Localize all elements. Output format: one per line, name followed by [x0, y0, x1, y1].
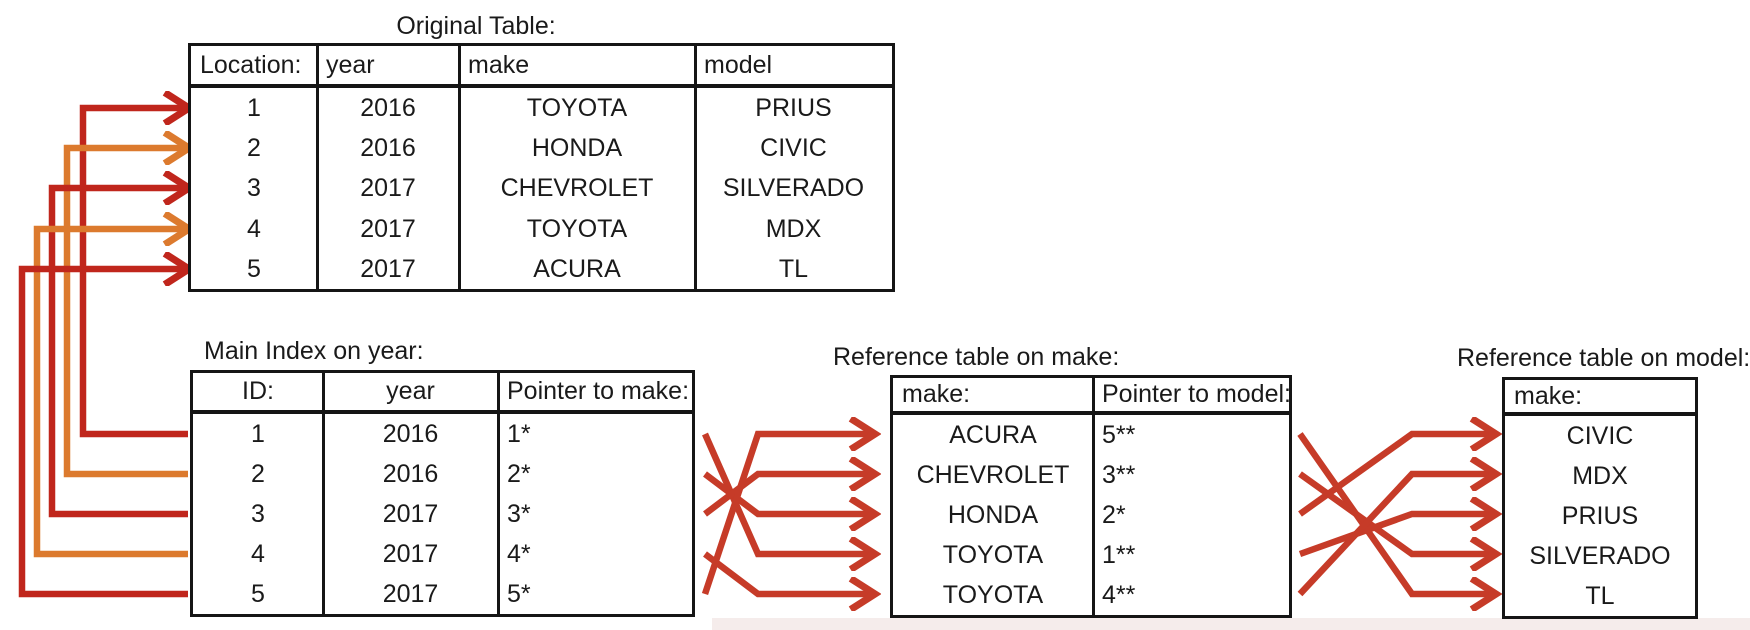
- original-table-cell: 2017: [360, 214, 416, 243]
- reference-make-table-cell: TOYOTA: [942, 581, 1044, 609]
- arrow-make-row5-to-model-row2: [1300, 474, 1496, 594]
- arrow-index-row2-to-original-row2: [67, 148, 189, 474]
- original-table-cell: 2016: [360, 94, 416, 122]
- original-table: [188, 43, 895, 292]
- main-index-table-title: Main Index on year:: [204, 337, 424, 365]
- reference-make-table-cell: ACURA: [949, 421, 1037, 449]
- original-table-header-cell: model: [704, 51, 773, 79]
- main-index-table-cell: 1*: [507, 420, 531, 448]
- arrow-make-row4-to-model-row3: [1300, 514, 1496, 554]
- arrow-index-row2-to-make-row3: [705, 474, 875, 514]
- reference-make-table-header-cell: Pointer to model:: [1102, 380, 1291, 408]
- arrow-index-row1-to-original-row1: [83, 108, 189, 434]
- reference-model-table: [1502, 377, 1698, 619]
- reference-make-table: [890, 375, 1292, 618]
- original-table-cell: PRIUS: [755, 94, 832, 122]
- reference-make-table-title: Reference table on make:: [833, 343, 1120, 371]
- main-index-table-cell: 2: [251, 460, 265, 488]
- main-index-table-cell: 5*: [507, 580, 531, 608]
- original-table-cell: 2017: [360, 254, 416, 283]
- original-table-cell: 4: [247, 214, 261, 243]
- original-table-cell: 2: [247, 134, 261, 163]
- original-table-header-cell: make: [468, 51, 530, 79]
- original-table-cell: HONDA: [531, 134, 623, 163]
- main-index-table-header-cell: ID:: [242, 377, 274, 405]
- original-table-cell: TOYOTA: [526, 94, 628, 122]
- arrow-index-row4-to-original-row4: [37, 229, 189, 554]
- arrow-make-row3-to-model-row1: [1300, 434, 1496, 514]
- main-index-table-cell: 5: [251, 580, 265, 608]
- original-table-cell: 2016: [360, 134, 416, 163]
- reference-model-table-title: Reference table on model:: [1457, 344, 1750, 372]
- original-table-header-cell: year: [326, 51, 375, 79]
- main-index-table-cell: 3*: [507, 500, 531, 528]
- arrow-index-row5-to-make-row1: [705, 434, 875, 594]
- reference-make-table-cell: 2*: [1102, 501, 1126, 529]
- reference-make-table-cell: HONDA: [947, 501, 1039, 529]
- original-table-cell: 5: [247, 254, 261, 283]
- arrow-index-row3-to-make-row2: [705, 474, 875, 514]
- main-index-table-header-cell: year: [386, 377, 435, 405]
- reference-make-table-cell: 4**: [1102, 581, 1136, 609]
- reference-make-table-cell: 5**: [1102, 421, 1136, 449]
- main-index-table-cell: 4*: [507, 540, 531, 568]
- original-table-title: Original Table:: [396, 12, 556, 40]
- original-table-cell: CHEVROLET: [500, 174, 654, 203]
- highlight-band: [712, 618, 1750, 630]
- original-table-cell: TL: [778, 254, 809, 283]
- main-index-table-header-cell: Pointer to make:: [507, 377, 690, 405]
- original-table-header-cell: Location:: [200, 51, 302, 79]
- reference-make-table-header-cell: make:: [902, 380, 971, 408]
- main-index-table-cell: 2016: [382, 460, 439, 488]
- main-index-table-cell: 3: [251, 500, 265, 528]
- reference-model-table-cell: PRIUS: [1561, 502, 1639, 530]
- reference-make-table-cell: CHEVROLET: [916, 461, 1070, 489]
- reference-model-table-cell: CIVIC: [1566, 422, 1634, 450]
- arrow-make-row2-to-model-row4: [1300, 474, 1496, 554]
- reference-make-table-cell: 3**: [1102, 461, 1136, 489]
- arrow-index-row3-to-original-row3: [52, 188, 189, 514]
- reference-model-table-cell: SILVERADO: [1529, 542, 1671, 570]
- reference-model-table-header-cell: make:: [1514, 382, 1583, 410]
- arrow-index-row1-to-make-row4: [705, 434, 875, 554]
- arrow-make-row1-to-model-row5: [1300, 434, 1496, 594]
- original-table-cell: ACURA: [533, 254, 621, 283]
- arrow-index-row4-to-make-row5: [705, 554, 875, 594]
- original-table-cell: 3: [247, 174, 261, 203]
- original-table-cell: MDX: [765, 214, 822, 243]
- original-table-cell: 2017: [360, 174, 416, 203]
- reference-model-table-cell: TL: [1585, 582, 1615, 610]
- main-index-table-cell: 2017: [382, 500, 439, 528]
- reference-make-table-cell: 1**: [1102, 541, 1136, 569]
- main-index-table-cell: 4: [251, 540, 265, 568]
- arrow-index-row5-to-original-row5: [22, 269, 189, 594]
- original-table-cell: 1: [247, 94, 261, 122]
- original-table-cell: TOYOTA: [526, 214, 628, 243]
- reference-model-table-cell: MDX: [1572, 462, 1628, 490]
- main-index-table-cell: 1: [251, 420, 265, 448]
- main-index-table-cell: 2016: [382, 420, 439, 448]
- main-index-table-cell: 2*: [507, 460, 531, 488]
- main-index-table-cell: 2017: [382, 540, 439, 568]
- original-table-cell: CIVIC: [760, 134, 827, 163]
- main-index-table: [190, 370, 695, 617]
- reference-make-table-cell: TOYOTA: [942, 541, 1044, 569]
- original-table-cell: SILVERADO: [722, 174, 865, 203]
- main-index-table-cell: 2017: [382, 580, 439, 608]
